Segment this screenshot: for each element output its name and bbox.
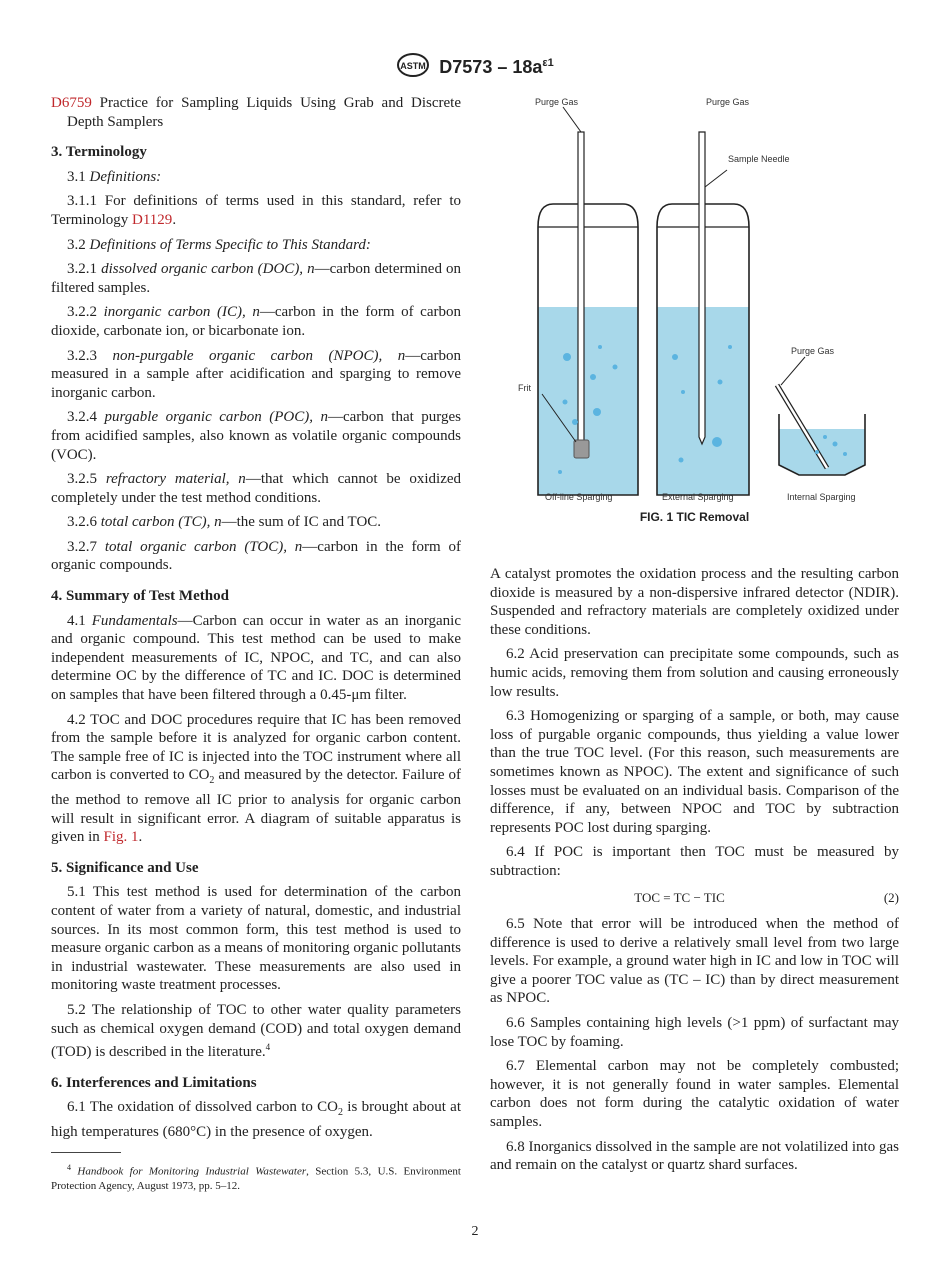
- astm-logo: [396, 52, 430, 83]
- para-5-1: 5.1 This test method is used for determination of the carbon content of water from a variety of natural, domestic, and industrial sources. In its most common form, this test method is used to measure organic carbon as a means of monitoring organic pollutants in industrial wastewater. These measurements are also used in monitoring waste treatment processes.: [51, 884, 461, 994]
- section-4-heading: 4. Summary of Test Method: [51, 588, 229, 605]
- label-purge-gas-1: Purge Gas: [535, 97, 579, 107]
- svg-text:ASTM: ASTM: [400, 61, 427, 71]
- left-column: [51, 94, 461, 1148]
- offline-sparging-vessel: [538, 107, 638, 495]
- internal-sparging-basin: [777, 357, 865, 475]
- para-6-1: 6.1 The oxidation of dissolved carbon to $CO_2$ is brought about at high temperatures (680°C) in the presence of oxygen.: [51, 1099, 461, 1140]
- para-5-2: 5.2 The relationship of TOC to other water quality parameters such as chemical oxygen demand (COD) and total oxygen demand (TOD) is described in the literature.$^4$: [51, 1001, 461, 1061]
- para-4-1: 4.1 Fundamentals—Carbon can occur in water as an inorganic and organic compound. This test method can be used to make independent measurements of IC, NPOC, and TC, and can also determine OC by the difference of TC and IC. DOC is determined on samples that have been filtered through a 0.45-μm filter.: [51, 612, 461, 704]
- para-6-5: 6.5 Note that error will be introduced when the method of difference is used to derive a relatively small level from two large levels. For example, a ground water high in IC and low in TOC will give a poorer TOC value as (TC – IC) than by direct measurement as NPOC.: [490, 916, 899, 1007]
- label-frit: Frit: [518, 383, 531, 393]
- definition-poc: 3.2.4 purgable organic carbon (POC), n—carbon that purges from acidified samples, also known as volatile organic compounds (VOC).: [51, 409, 462, 463]
- label-internal-sparging: Internal Sparging: [787, 492, 856, 502]
- definition-tc: 3.2.6 total carbon (TC), n—the sum of IC and TOC.: [67, 514, 382, 531]
- ref-link-fig1[interactable]: Fig. 1: [103, 829, 139, 846]
- label-sample-needle: Sample Needle: [728, 154, 790, 164]
- section-6-heading: 6. Interferences and Limitations: [51, 1074, 257, 1091]
- page-header: [0, 52, 950, 83]
- definition-ic: 3.2.2 inorganic carbon (IC), n—carbon in the form of carbon dioxide, carbonate ion, or bicarbonate ion.: [51, 304, 461, 339]
- equation-2: [490, 889, 899, 908]
- para-6-4: 6.4 If POC is important then TOC must be measured by subtraction:: [490, 844, 899, 879]
- definition-npoc: 3.2.3 non-purgable organic carbon (NPOC), n—carbon measured in a sample after acidification and sparging to remove inorganic carbon.: [51, 347, 462, 401]
- footnote-4: $^4$ Handbook for Monitoring Industrial Wastewater, Section 5.3, U.S. Environment Protection Agency, August 1973, pp. 5–12.: [51, 1163, 461, 1192]
- para-6-8: 6.8 Inorganics dissolved in the sample are not volatilized into gas and remain on the catalyst or quartz shard surfaces.: [490, 1138, 899, 1174]
- right-column: [490, 565, 899, 1181]
- label-purge-gas-3: Purge Gas: [791, 346, 835, 356]
- footnote-rule: [51, 1152, 121, 1153]
- designation: $D7573 - 18a^{\varepsilon 1}$: [439, 57, 554, 77]
- label-purge-gas-2: Purge Gas: [706, 97, 750, 107]
- label-offline-sparging: Off-line Sparging: [545, 492, 613, 502]
- para-6-6: 6.6 Samples containing high levels (>1 ppm) of surfactant may lose TOC by foaming.: [490, 1015, 899, 1050]
- section-3-heading: 3. Terminology: [51, 144, 147, 161]
- ref-link-d1129[interactable]: D1129: [132, 211, 173, 228]
- ref-link-d6759[interactable]: D6759: [51, 95, 92, 111]
- figure-caption: FIG. 1 TIC Removal: [639, 510, 750, 524]
- para-6-3: 6.3 Homogenizing or sparging of a sample, or both, may cause loss of purgable organic compounds, thus yielding a value lower than the true TOC level. (For this reason, such measurements are sometimes known as NPOC). The extent and significance of such losses must be evaluated on an individual basis. Comparison of the difference, if any, between NPOC and TOC by subtraction represents POC lost during sparging.: [490, 708, 899, 836]
- definition-doc: 3.2.1 dissolved organic carbon (DOC), n—carbon determined on filtered samples.: [51, 261, 462, 296]
- para-3-1: 3.1 Definitions:: [67, 168, 162, 185]
- section-5-heading: 5. Significance and Use: [51, 859, 199, 876]
- definition-toc: 3.2.7 total organic carbon (TOC), n—carbon in the form of organic compounds.: [51, 538, 461, 574]
- external-sparging-vessel: [657, 132, 749, 495]
- equation-number: (2): [883, 889, 899, 905]
- label-external-sparging: External Sparging: [662, 492, 734, 502]
- page-number: 2: [471, 1224, 479, 1239]
- para-4-2: 4.2 TOC and DOC procedures require that IC has been removed from the sample before it is analyzed for organic carbon content. The sample free of IC is injected into the TOC instrument where all carbon is converted to $CO_2$ and measured by the detector. Failure of the method to remove all IC prior to analysis for organic carbon will result in significant error. A diagram of suitable apparatus is given in Fig. 1.: [51, 711, 461, 846]
- para-6-2: 6.2 Acid preservation can precipitate some compounds, such as humic acids, removing them from solution and causing erroneously low results.: [490, 646, 899, 700]
- para-6-1-continued: A catalyst promotes the oxidation process and the resulting carbon dioxide is measured by a non-dispersive infrared detector (NDIR). Suspended and refractory materials are completely oxidized under these conditions.: [490, 566, 899, 638]
- footnote-ref-4[interactable]: 4: [265, 1042, 271, 1053]
- para-3-2: 3.2 Definitions of Terms Specific to This Standard:: [67, 236, 371, 253]
- definition-refractory: 3.2.5 refractory material, n—that which cannot be oxidized completely under the test method conditions.: [51, 471, 462, 506]
- reference-d6759: D6759 Practice for Sampling Liquids Using Grab and Discrete Depth Samplers: [51, 95, 461, 130]
- figure-tic-removal: [505, 92, 897, 542]
- para-6-7: 6.7 Elemental carbon may not be completely combusted; however, it is not generally found in water samples. Elemental carbon does not form during the catalytic oxidation of water samples.: [490, 1058, 899, 1131]
- para-3-1-1: 3.1.1 For definitions of terms used in this standard, refer to Terminology D1129.: [51, 193, 461, 228]
- equation-expression: TOC = TC − TIC: [634, 889, 725, 905]
